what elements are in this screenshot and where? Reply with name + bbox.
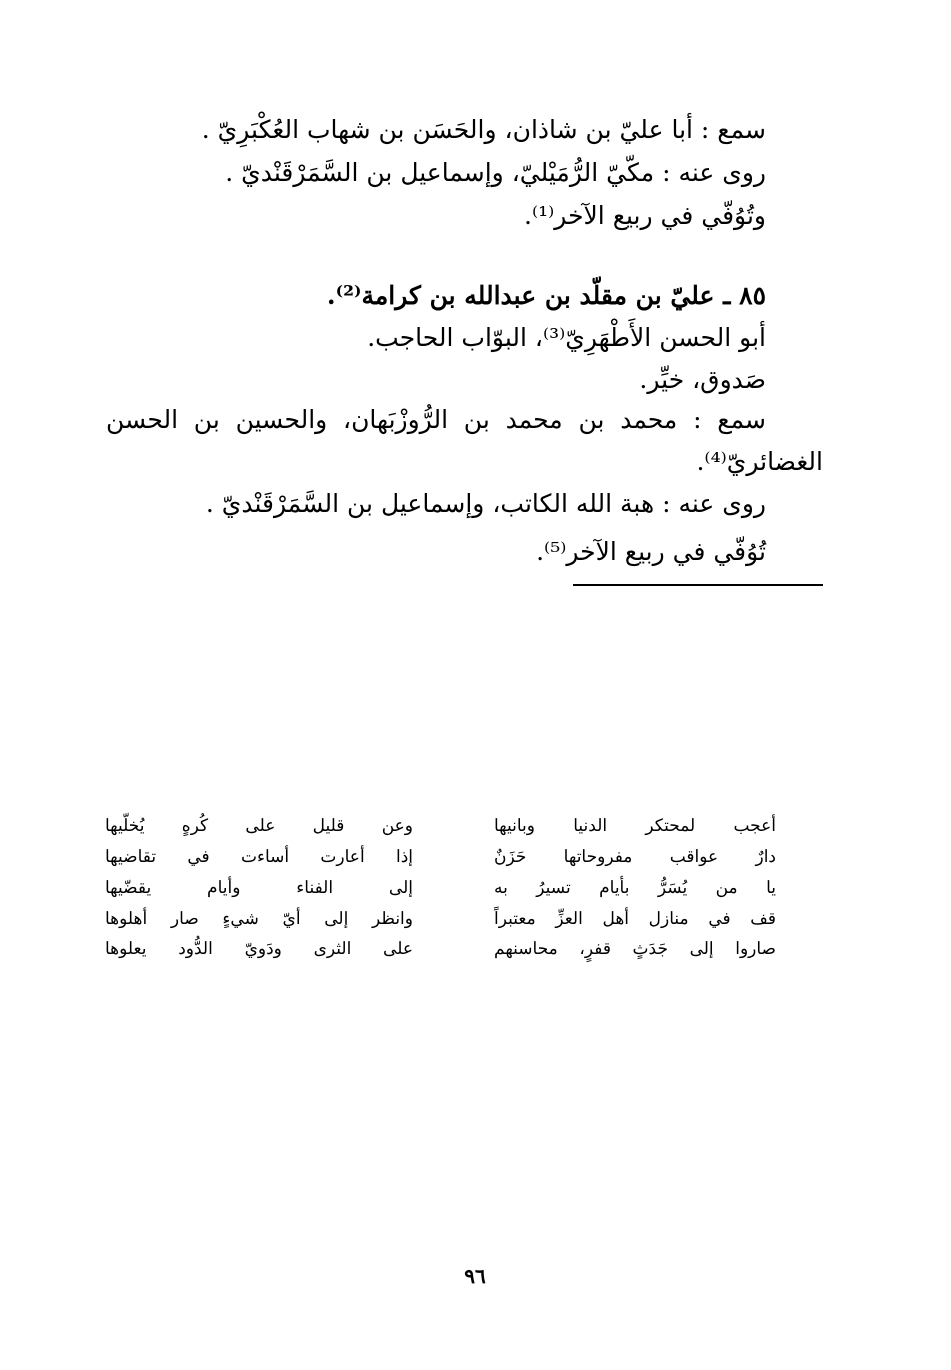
page-number: ٩٦ <box>464 1264 486 1288</box>
poem-verse-3-left: إلى الفناء وأيام يقضّيها <box>105 878 413 898</box>
entry-narrated-line: روى عنه : هبة الله الكاتب، وإسماعيل بن السَّمَرْقَنْديّ . <box>205 489 766 518</box>
entry-prev-death-line: وتُوُفّي في ربيع الآخر⁽¹⁾. <box>524 201 766 230</box>
entry-prev-narrated-line: روى عنه : مكّيّ الرُّمَيْليّ، وإسماعيل بن السَّمَرْقَنْديّ . <box>225 158 766 187</box>
entry-heard-line-2: الغضائريّ⁽⁴⁾. <box>696 447 823 476</box>
entry-grade-line: صَدوق، خيِّر. <box>639 365 766 394</box>
entry-death-line: تُوُفّي في ربيع الآخر⁽⁵⁾. <box>536 537 766 566</box>
poem-verse-4-left: وانظر إلى أيّ شيءٍ صار أهلوها <box>105 909 413 929</box>
poem-verse-2-right: دارٌ عواقب مفروحاتها حَزَنٌ <box>494 847 776 867</box>
entry-heading: ٨٥ ـ عليّ بن مقلّد بن عبدالله بن كرامة⁽²⁾. <box>326 281 766 310</box>
entry-heard-line-1: سمع : محمد بن محمد بن الرُّوزْبَهان، والحسين بن الحسن <box>106 405 766 434</box>
poem-verse-5-left: على الثرى ودَويّ الدُّود يعلوها <box>105 939 413 959</box>
poem-verse-4-right: قف في منازل أهل العزِّ معتبراً <box>494 909 776 929</box>
poem-verse-1-right: أعجب لمحتكر الدنيا وبانيها <box>494 816 776 836</box>
poem-verse-3-right: يا من يُسَرُّ بأيام تسيرُ به <box>494 878 776 898</box>
poem-verse-5-right: صاروا إلى جَدَثٍ قفرٍ، محاسنهم <box>494 939 776 959</box>
entry-kunya-line: أبو الحسن الأَطْهَرِيّ⁽³⁾، البوّاب الحاجب. <box>367 323 766 352</box>
poem-verse-2-left: إذا أعارت أساءت في تقاضيها <box>105 847 413 867</box>
footnote-separator <box>573 584 823 586</box>
poem-verse-1-left: وعن قليل على كُرهٍ يُخلّيها <box>105 816 413 836</box>
entry-prev-heard-line: سمع : أبا عليّ بن شاذان، والحَسَن بن شهاب العُكْبَرِيّ . <box>201 115 766 144</box>
